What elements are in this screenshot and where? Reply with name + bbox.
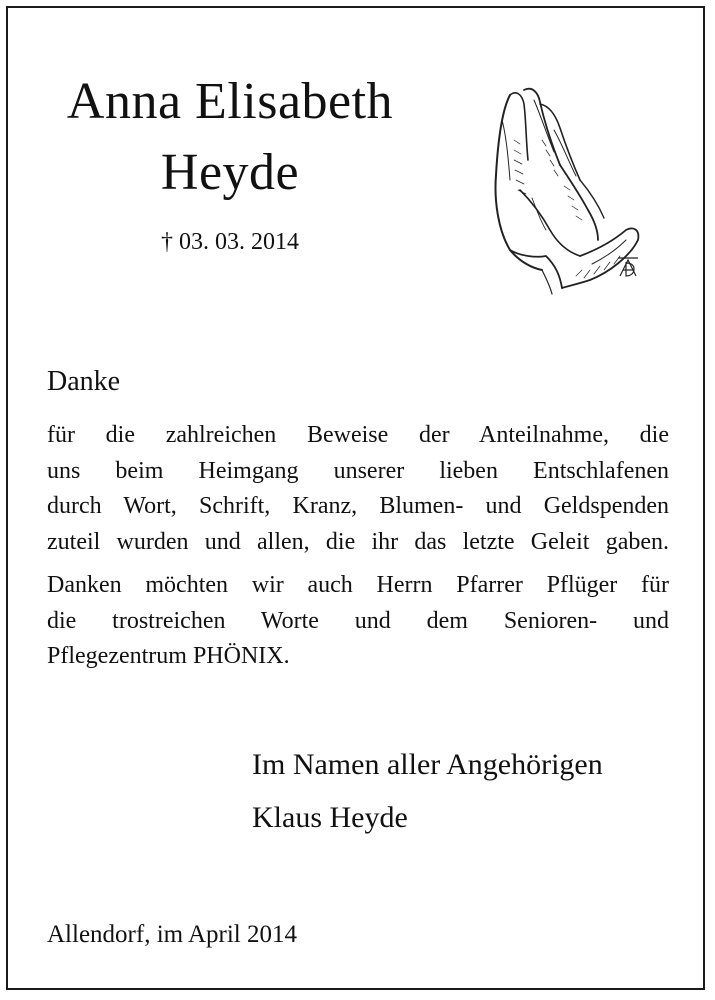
text-line: zuteil wurden und allen, die ihr das letzte Geleit gaben.	[47, 528, 669, 555]
praying-hands-icon	[480, 80, 650, 300]
text-line: durch Wort, Schrift, Kranz, Blumen- und Geldspenden	[47, 493, 669, 519]
text-line: für die zahlreichen Beweise der Anteilnahme, die	[47, 422, 669, 448]
place-date: Allendorf, im April 2014	[47, 921, 297, 948]
pastor-thanks-paragraph	[47, 568, 669, 675]
thanks-paragraph	[47, 418, 669, 560]
deceased-last-name: Heyde	[160, 144, 300, 201]
text-line: uns beim Heimgang unserer lieben Entschlafenen	[47, 457, 669, 484]
text-line: Pflegezentrum PHÖNIX.	[47, 643, 290, 669]
thanks-heading: Danke	[47, 366, 121, 397]
deceased-first-names: Anna Elisabeth	[66, 73, 394, 130]
signer-name: Klaus Heyde	[252, 801, 408, 834]
text-line: Danken möchten wir auch Herrn Pfarrer Pflüger für	[47, 572, 669, 598]
death-date: † 03. 03. 2014	[161, 229, 299, 255]
text-line: die trostreichen Worte und dem Senioren- und	[47, 607, 669, 634]
signature-line: Im Namen aller Angehörigen	[252, 748, 603, 781]
